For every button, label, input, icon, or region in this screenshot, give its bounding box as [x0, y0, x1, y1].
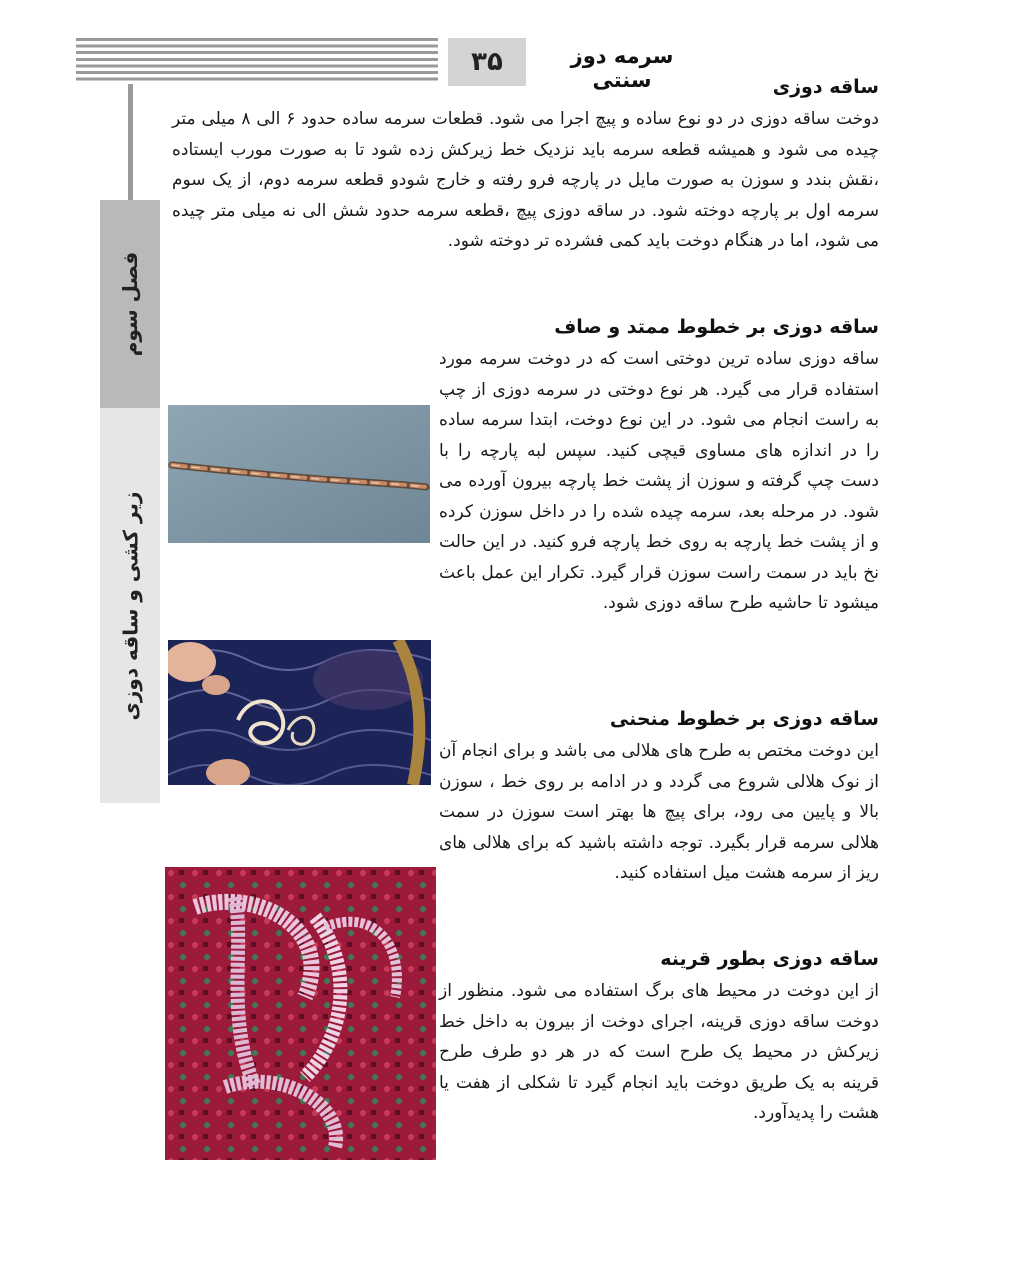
section-heading: ساقه دوزی بر خطوط منحنی: [609, 708, 879, 730]
section-body: ساقه دوزی ساده ترین دوختی است که در دوخت سرمه مورد استفاده قرار می گیرد. هر نوع دوختی در سرمه دوزی از چپ به راست انجام می شود. در این نوع دوخت، ابتدا سرمه ساده را در اندازه های مساوی قیچی کنید. سپس لبه پارچه را با دست چپ گرفته و سوزن از پشت خط پارچه بیرون آورده می شود. در مرحله بعد، سرمه چیده شده را در داخل سوزن کرده و از پشت خط پارچه به روی خط پارچه فرو کنید. در این حالت نخ باید در سمت راست سوزن قرار گیرد. تکرار این عمل باعث میشود تا حاشیه طرح ساقه دوزی شود.: [439, 349, 879, 613]
section-heading: ساقه دوزی بطور قرینه: [660, 948, 879, 970]
section-heading: ساقه دوزی: [772, 76, 879, 98]
vertical-rule: [128, 84, 133, 200]
photo-curved-stitch: [168, 640, 431, 785]
topic-label: زیر کشی و ساقه دوزی: [118, 491, 142, 720]
page-number: ۳۵: [448, 38, 526, 86]
chapter-label: فصل سوم: [118, 251, 143, 357]
chapter-tab: [100, 200, 160, 408]
photo-symmetric-stitch: [165, 867, 436, 1160]
book-title: سرمه دوز سنتی: [570, 44, 674, 92]
topic-tab: [100, 408, 160, 803]
section-body: دوخت ساقه دوزی در دو نوع ساده و پیچ اجرا می شود. قطعات سرمه ساده حدود ۶ الی ۸ میلی متر چیده می شود و همیشه قطعه سرمه باید نزدیک خط زیرکش زده شود تا به صورت مورب ایستاده ،نقش بندد و سوزن به صورت مایل در پارچه فرو رفته و خارج شودو قطعه سرمه دوم، از یک سوم سرمه اول بر پارچه دوخته شود. در ساقه دوزی پیچ ،قطعه سرمه حدود شش الی نه میلی متر چیده می شود، اما در هنگام دوخت باید کمی فشرده تر دوخته شود.: [172, 109, 879, 251]
photo-straight-stitch: [168, 405, 430, 543]
section-body: از این دوخت در محیط های برگ استفاده می شود. منظور از دوخت ساقه دوزی قرینه، اجرای دوخت از بیرون به داخل خط زیرکش در محیط یک طرح است که در هر دو طرف طرح قرینه به یک طریق دوخت باید انجام گیرد تا شکلی از هفت یا هشت را پدیدآورد.: [439, 981, 879, 1123]
section-body: این دوخت مختص به طرح های هلالی می باشد و برای انجام آن از نوک هلالی شروع می گردد و در ادامه بر روی خط ، سوزن بالا و پایین می رود، برای پیچ ها بهتر است سوزن در سمت هلالی سرمه قرار بگیرد. توجه داشته باشید که برای هلالی های ریز از سرمه هشت میل استفاده کنید.: [439, 741, 879, 883]
section-heading: ساقه دوزی بر خطوط ممتد و صاف: [554, 316, 879, 338]
header-stripes: [76, 38, 438, 84]
